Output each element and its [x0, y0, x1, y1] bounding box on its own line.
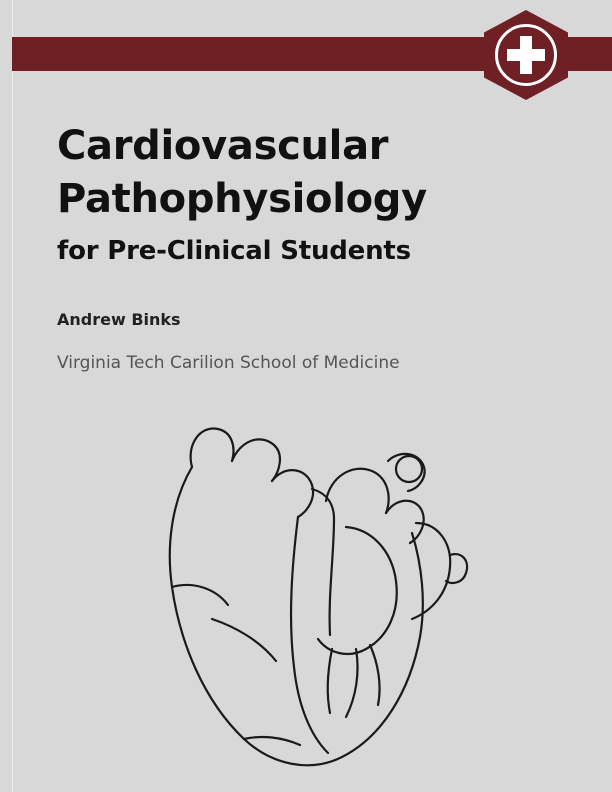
medical-cross-badge	[484, 10, 568, 100]
heart-illustration	[120, 405, 480, 785]
title-block	[57, 120, 577, 373]
page-title-line-1: Cardiovascular	[57, 123, 389, 169]
cross-icon-bar	[507, 49, 545, 61]
page-subtitle: for Pre-Clinical Students	[57, 235, 411, 266]
spine-rule	[12, 0, 13, 792]
affiliation: Virginia Tech Carilion School of Medicine	[57, 352, 400, 373]
author-name: Andrew Binks	[57, 309, 181, 329]
page-title-line-2: Pathophysiology	[57, 175, 427, 222]
